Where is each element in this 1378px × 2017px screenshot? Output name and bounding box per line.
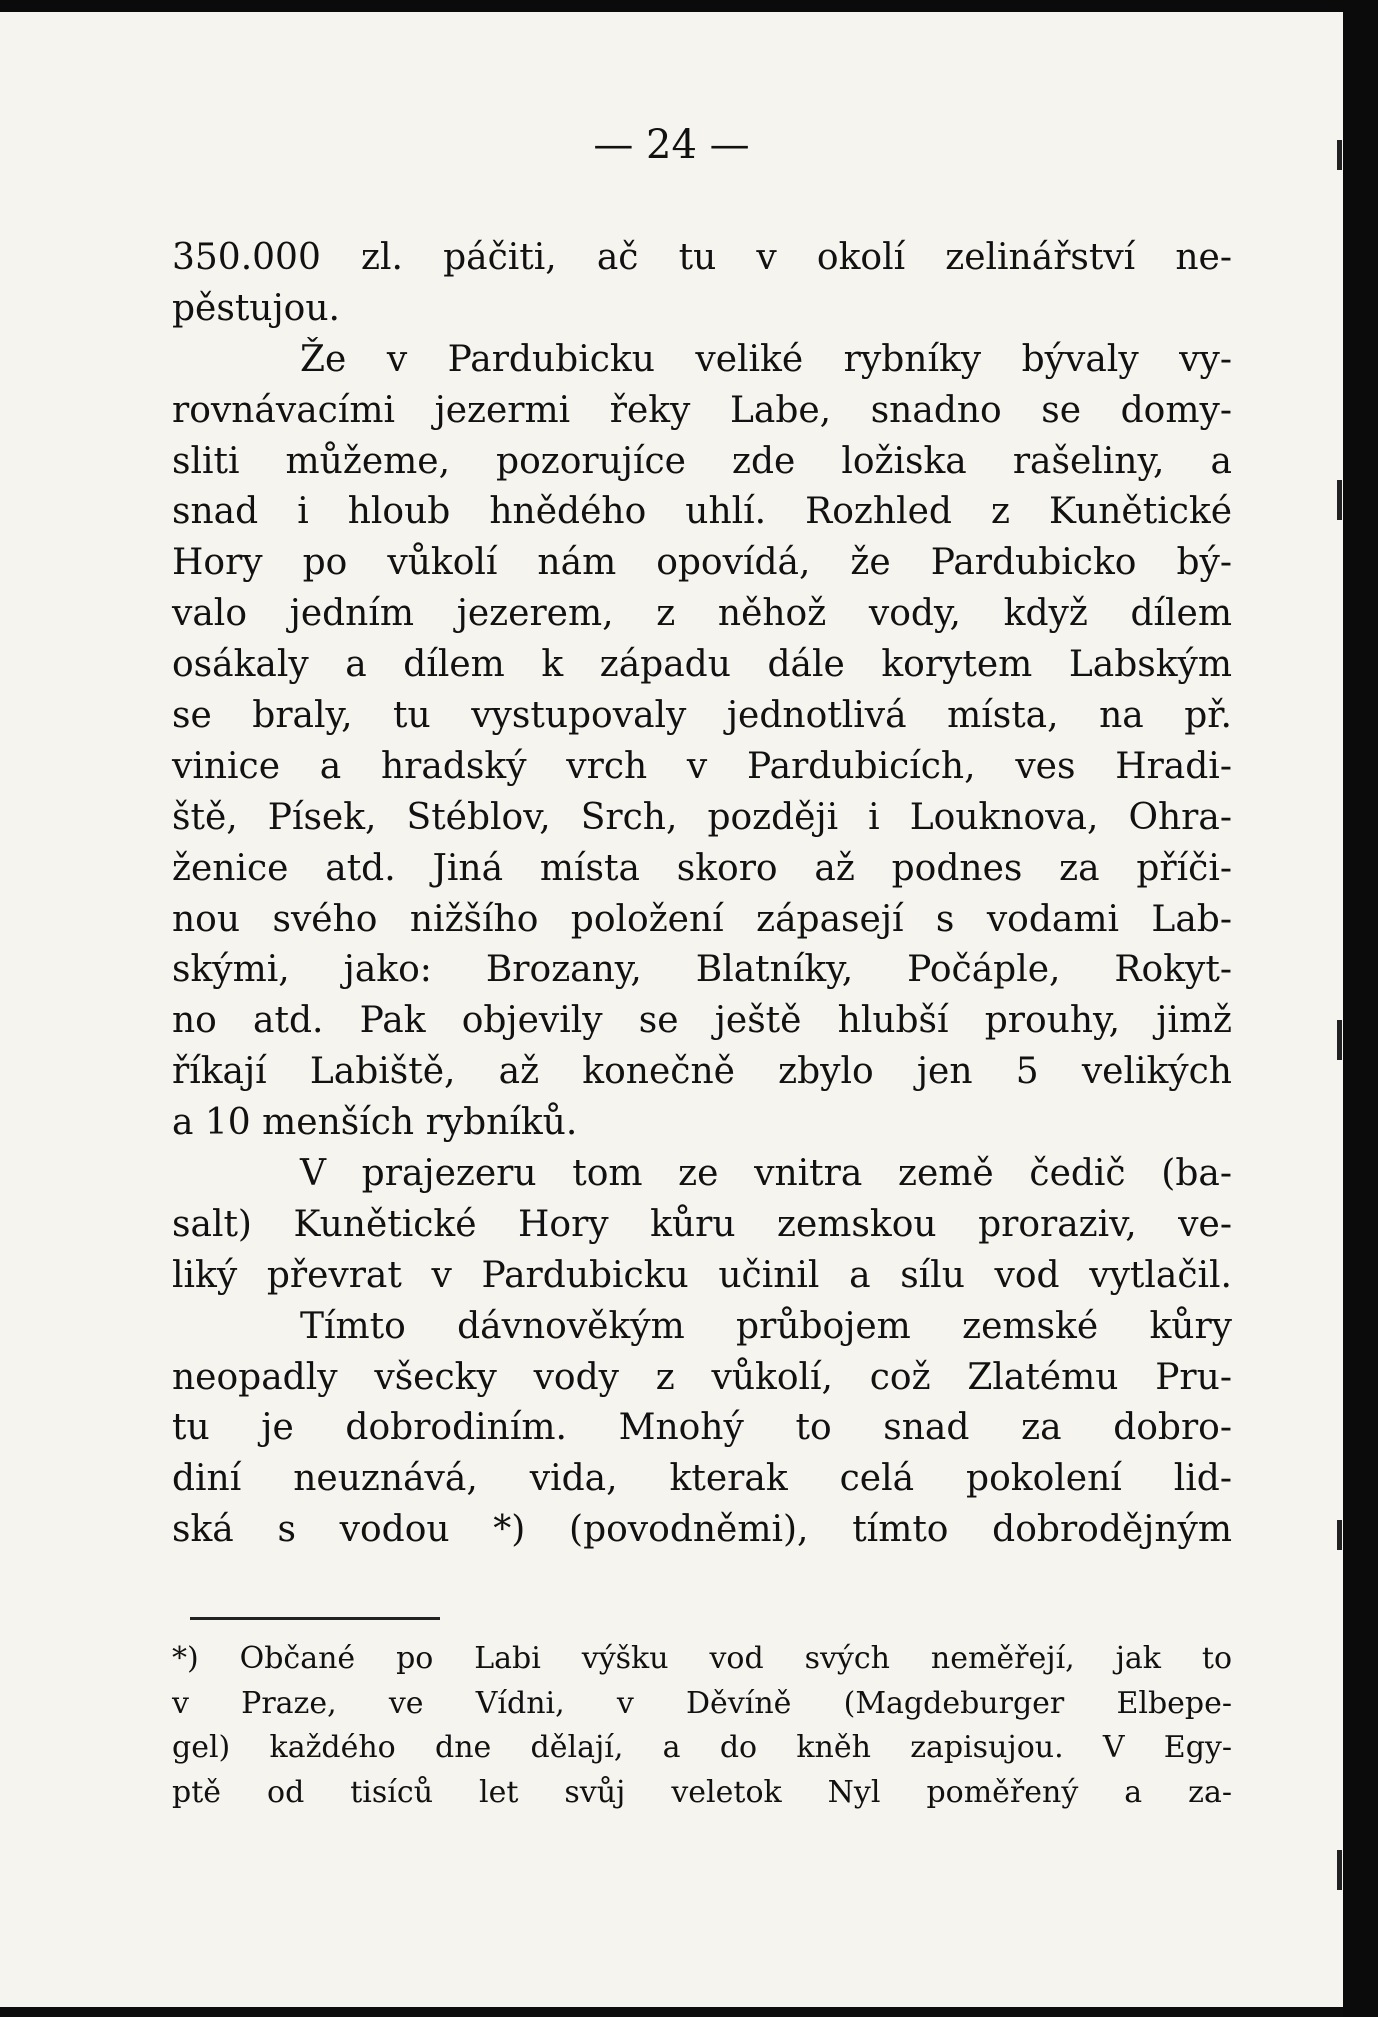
text-line: no atd. Pak objevily se ještě hlubší prouhy, jimž bbox=[172, 1000, 1232, 1042]
text-line: Že v Pardubicku veliké rybníky bývaly vy- bbox=[300, 338, 1232, 380]
text-line: diní neuznává, vida, kterak celá pokolení lid- bbox=[172, 1458, 1232, 1500]
text-line: rovnávacími jezermi řeky Labe, snadno se domy- bbox=[172, 389, 1232, 431]
text-line: liký převrat v Pardubicku učinil a sílu vod vytlačil. bbox=[172, 1254, 1232, 1296]
text-line: vinice a hradský vrch v Pardubicích, ves Hradi- bbox=[172, 745, 1232, 787]
edge-tick-mark bbox=[1337, 1520, 1342, 1550]
footnote-rule bbox=[190, 1617, 440, 1620]
scan-top-edge bbox=[0, 0, 1378, 12]
text-line: 350.000 zl. páčiti, ač tu v okolí zelinářství ne- bbox=[172, 237, 1232, 278]
text-line: a 10 menších rybníků. bbox=[172, 1102, 578, 1144]
text-line: ženice atd. Jiná místa skoro až podnes za příči- bbox=[172, 847, 1232, 889]
footnote-line: ptě od tisíců let svůj veletok Nyl poměřený a za- bbox=[172, 1775, 1232, 1811]
text-line: Hory po vůkolí nám opovídá, že Pardubicko bý- bbox=[172, 542, 1232, 584]
book-page bbox=[0, 12, 1343, 2007]
text-line: Tímto dávnověkým průbojem zemské kůry bbox=[300, 1305, 1232, 1347]
text-line: říkají Labiště, až konečně zbylo jen 5 velikých bbox=[172, 1051, 1232, 1093]
edge-tick-mark bbox=[1337, 1020, 1342, 1060]
edge-tick-mark bbox=[1337, 480, 1342, 520]
text-line: nou svého nižšího položení zápasejí s vodami Lab- bbox=[172, 898, 1232, 940]
text-line: ská s vodou *) (povodněmi), tímto dobrodějným bbox=[172, 1509, 1232, 1551]
scan-right-edge bbox=[1343, 0, 1378, 2017]
text-line: osákaly a dílem k západu dále korytem Labským bbox=[172, 644, 1232, 686]
footnote bbox=[172, 1637, 1232, 1816]
footnote-line: v Praze, ve Vídni, v Děvíně (Magdeburger Elbepe- bbox=[172, 1685, 1232, 1721]
main-text bbox=[172, 233, 1232, 1556]
text-line: valo jedním jezerem, z něhož vody, když dílem bbox=[172, 593, 1232, 635]
footnote-line: *) Občané po Labi výšku vod svých neměřejí, jak to bbox=[172, 1641, 1232, 1676]
footnote-line: gel) každého dne dělají, a do kněh zapisujou. V Egy- bbox=[172, 1730, 1232, 1766]
text-line: tu je dobrodiním. Mnohý to snad za dobro- bbox=[172, 1407, 1232, 1449]
edge-tick-mark bbox=[1337, 1850, 1342, 1890]
text-line: V prajezeru tom ze vnitra země čedič (ba- bbox=[300, 1153, 1232, 1195]
text-line: sliti můžeme, pozorujíce zde ložiska rašeliny, a bbox=[172, 440, 1232, 482]
text-line: se braly, tu vystupovaly jednotlivá místa, na př. bbox=[172, 695, 1232, 737]
text-line: ště, Písek, Stéblov, Srch, později i Louknova, Ohra- bbox=[172, 796, 1232, 838]
text-line: salt) Kunětické Hory kůru zemskou proraziv, ve- bbox=[172, 1203, 1232, 1245]
page-number: — 24 — bbox=[593, 122, 750, 168]
text-line: neopadly všecky vody z vůkolí, což Zlatému Pru- bbox=[172, 1356, 1232, 1398]
text-line: snad i hloub hnědého uhlí. Rozhled z Kunětické bbox=[172, 491, 1232, 533]
text-line: skými, jako: Brozany, Blatníky, Počáple, Rokyt- bbox=[172, 949, 1232, 991]
text-line: pěstujou. bbox=[172, 287, 340, 329]
edge-tick-mark bbox=[1337, 140, 1342, 170]
